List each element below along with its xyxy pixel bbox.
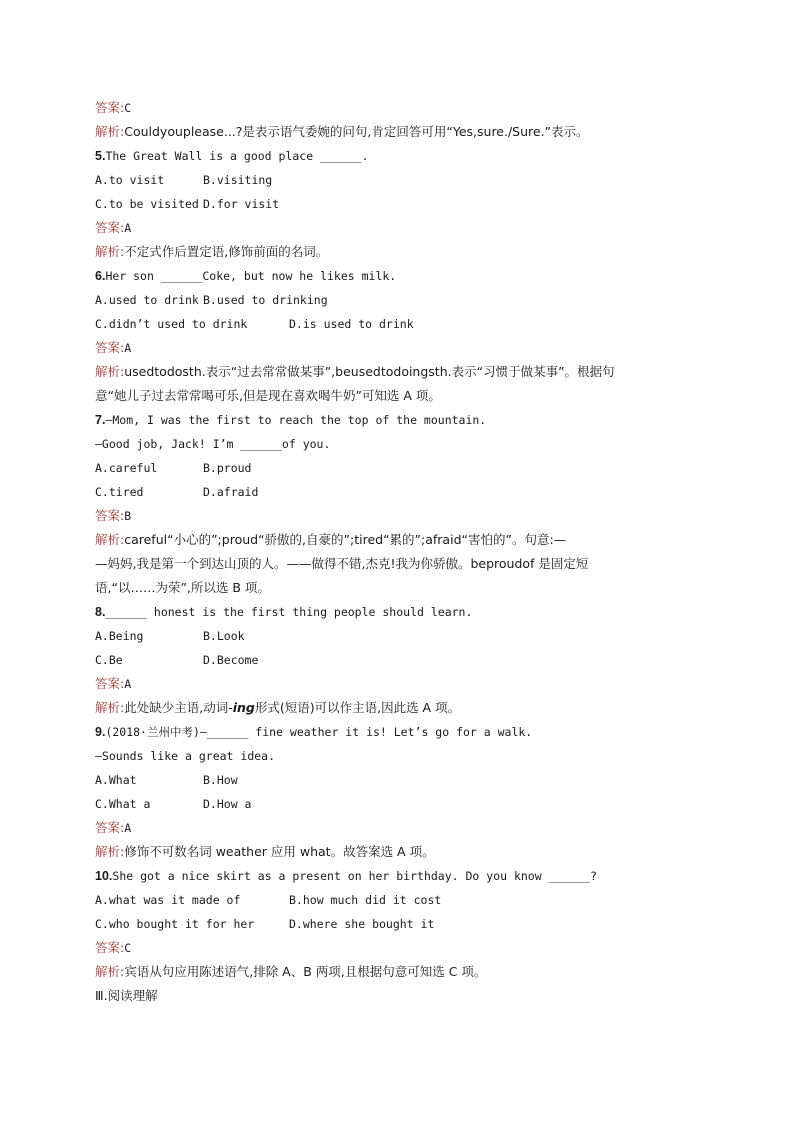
question-number: 6. (95, 269, 106, 283)
option-a: A.What (95, 773, 137, 787)
option-c: C.What a (95, 797, 151, 811)
analysis-text: Couldyouplease...?是表示语气委婉的问句,肯定回答可用“Yes,sure./Sure.”表示。 (124, 124, 589, 139)
analysis-text: 不定式作后置定语,修饰前面的名词。 (124, 244, 329, 259)
question-number: 10. (95, 869, 113, 883)
option-b: B.proud (203, 461, 252, 475)
option-b: B.used to drinking (203, 293, 328, 307)
options-row (95, 912, 434, 936)
analysis-line (95, 696, 460, 720)
analysis-line: —妈妈,我是第一个到达山顶的人。——做得不错,杰克!我为你骄傲。beproudof 是固定短 (95, 556, 589, 571)
question-number: 8. (95, 605, 106, 619)
answer-line (95, 672, 131, 696)
analysis-text: 修饰不可数名词 weather 应用 what。故答案选 A 项。 (124, 844, 435, 859)
answer-value: A (124, 341, 132, 355)
analysis-line: 语,“以……为荣”,所以选 B 项。 (95, 580, 270, 595)
question-line (95, 864, 597, 888)
option-d: D.Become (203, 653, 259, 667)
option-c: C.who bought it for her (95, 917, 255, 931)
options-row (95, 648, 258, 672)
analysis-label: 解析: (95, 532, 125, 547)
analysis-text: 此处缺少主语,动词- (124, 700, 233, 715)
options-row (95, 792, 251, 816)
analysis-line (95, 840, 435, 864)
answer-label: 答案: (95, 340, 125, 355)
options-row (95, 192, 279, 216)
option-d: D.afraid (203, 485, 259, 499)
question-text: —Mom, I was the first to reach the top of the mountain. (105, 413, 487, 427)
options-row (95, 768, 238, 792)
analysis-text: careful“小心的”;proud“骄傲的,自豪的”;tired“累的”;afraid“害怕的”。句意:— (124, 532, 567, 547)
analysis-label: 解析: (95, 364, 125, 379)
answer-line (95, 336, 131, 360)
question-line (95, 720, 532, 744)
answer-label: 答案: (95, 940, 125, 955)
option-a: A.what was it made of (95, 893, 241, 907)
answer-line (95, 816, 131, 840)
question-line (95, 600, 472, 624)
analysis-text: usedtodosth.表示“过去常常做某事”,beusedtodoingsth.表示“习惯于做某事”。根据句 (124, 364, 615, 379)
option-d: D.where she bought it (289, 917, 435, 931)
question-text: Her son ______Coke, but now he likes milk. (105, 269, 397, 283)
question-line: —Good job, Jack! I’m ______of you. (95, 437, 331, 451)
option-d: D.for visit (203, 197, 280, 211)
analysis-label: 解析: (95, 124, 125, 139)
section-heading: Ⅲ.阅读理解 (95, 988, 158, 1003)
question-number: 5. (95, 149, 106, 163)
options-row (95, 168, 272, 192)
question-number: 7. (95, 413, 106, 427)
option-b: B.How (203, 773, 238, 787)
analysis-label: 解析: (95, 244, 125, 259)
analysis-line (95, 360, 615, 384)
question-text: She got a nice skirt as a present on her birthday. Do you know ______? (112, 869, 598, 883)
analysis-line (95, 960, 486, 984)
question-number: 9. (95, 725, 106, 739)
analysis-line: 意“她儿子过去常常喝可乐,但是现在喜欢喝牛奶”可知选 A 项。 (95, 388, 441, 403)
answer-value: C (124, 941, 132, 955)
option-a: A.to visit (95, 173, 165, 187)
option-b: B.Look (203, 629, 245, 643)
answer-value: A (124, 677, 132, 691)
question-text: (2018·兰州中考)—______ fine weather it is! Let’s go for a walk. (105, 725, 533, 739)
question-line (95, 264, 396, 288)
question-line: —Sounds like a great idea. (95, 749, 276, 763)
analysis-text: 形式(短语)可以作主语,因此选 A 项。 (254, 700, 461, 715)
answer-label: 答案: (95, 820, 125, 835)
answer-label: 答案: (95, 508, 125, 523)
option-a: A.careful (95, 461, 158, 475)
option-b: B.visiting (203, 173, 273, 187)
answer-line (95, 216, 131, 240)
option-d: D.is used to drink (289, 317, 414, 331)
options-row (95, 456, 251, 480)
option-b: B.how much did it cost (289, 893, 442, 907)
question-line (95, 144, 369, 168)
options-row (95, 480, 258, 504)
answer-value: C (124, 101, 132, 115)
analysis-label: 解析: (95, 700, 125, 715)
option-c: C.to be visited (95, 197, 199, 211)
answer-value: A (124, 221, 132, 235)
answer-label: 答案: (95, 220, 125, 235)
question-text: The Great Wall is a good place ______. (105, 149, 369, 163)
question-text: ______ honest is the first thing people should learn. (105, 605, 473, 619)
question-line (95, 408, 486, 432)
option-c: C.didn’t used to drink (95, 317, 248, 331)
analysis-italic-term: ing (232, 700, 255, 715)
option-c: C.Be (95, 653, 123, 667)
answer-line (95, 936, 131, 960)
analysis-text: 宾语从句应用陈述语气,排除 A、B 两项,且根据句意可知选 C 项。 (124, 964, 487, 979)
option-c: C.tired (95, 485, 144, 499)
options-row (95, 624, 245, 648)
answer-value: A (124, 821, 132, 835)
answer-value: B (124, 509, 132, 523)
answer-label: 答案: (95, 676, 125, 691)
analysis-label: 解析: (95, 964, 125, 979)
answer-label: 答案: (95, 100, 125, 115)
option-a: A.used to drink (95, 293, 199, 307)
analysis-line (95, 240, 328, 264)
options-row (95, 288, 328, 312)
options-row (95, 312, 414, 336)
analysis-label: 解析: (95, 844, 125, 859)
option-d: D.How a (203, 797, 252, 811)
analysis-line (95, 120, 589, 144)
answer-line (95, 96, 131, 120)
options-row (95, 888, 441, 912)
option-a: A.Being (95, 629, 144, 643)
analysis-line (95, 528, 566, 552)
answer-line (95, 504, 131, 528)
